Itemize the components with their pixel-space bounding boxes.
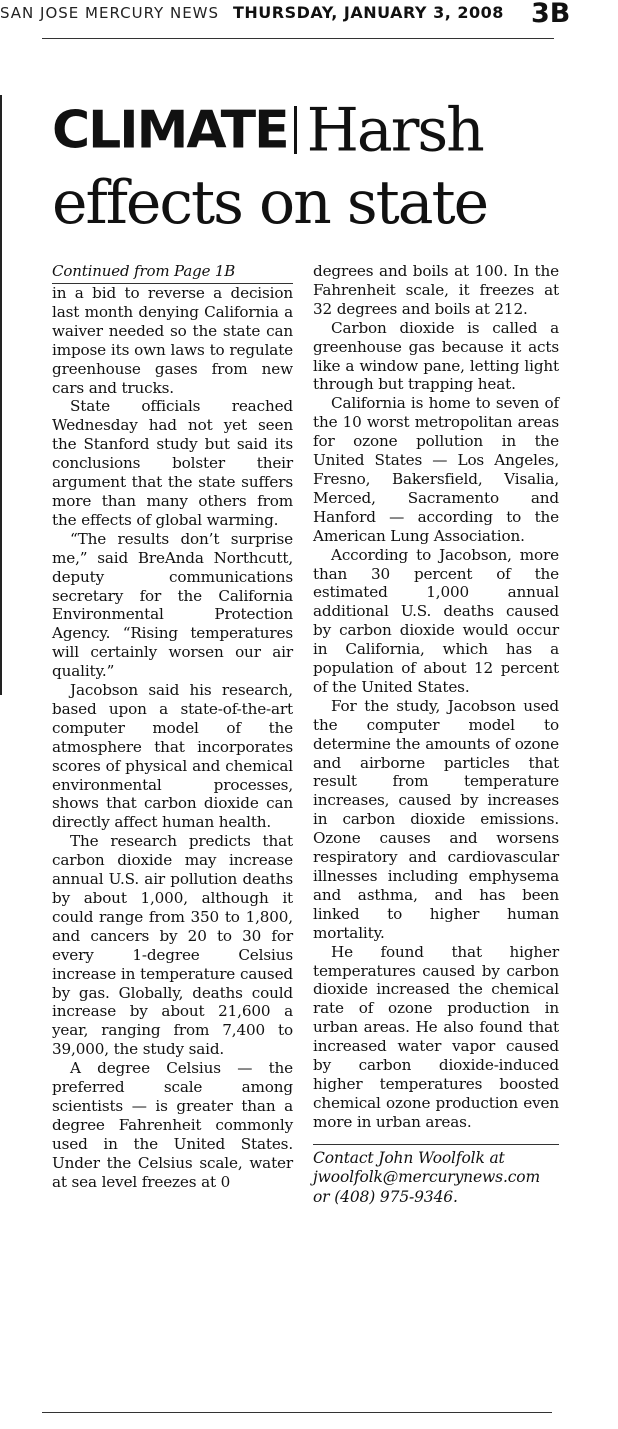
paragraph: For the study, Jacobson used the computer model to determine the amounts of ozone and airborne particles that result from temperature increases, caused by increases in carbon dioxide emissions. Ozone causes and worsens respiratory and cardiovascular illnesses including emphysema and asthma, and has been linked to higher human mortality. [313, 696, 559, 942]
paragraph: State officials reached Wednesday had not yet seen the Stanford study but said its conclusions bolster their argument that the state suffers more than many others from the effects of global warming. [52, 397, 293, 529]
paragraph: The research predicts that carbon dioxide may increase annual U.S. air pollution deaths by about 1,000, although it could range from 350 to 1,800, and cancers by 20 to 30 for every 1-degree Celsius increase in temperature caused by gas. Globally, deaths could increase by about 21,600 a year, ranging from 7,400 to 39,000, the study said. [52, 832, 293, 1059]
masthead [0, 0, 618, 40]
paragraph: degrees and boils at 100. In the Fahrenheit scale, it freezes at 32 degrees and boils at 212. [313, 262, 559, 318]
kicker-separator [294, 106, 297, 154]
headline-line-2: effects on state [52, 168, 488, 238]
contact-rule [313, 1144, 559, 1145]
paragraph: Carbon dioxide is called a greenhouse gas because it acts like a window pane, letting light through but trapping heat. [313, 318, 559, 394]
left-margin-bar [0, 95, 2, 695]
paragraph: “The results don’t surprise me,” said BreAnda Northcutt, deputy communications secretary for the California Environmental Protection Agency. “Rising temperatures will certainly worsen our air quality.” [52, 529, 293, 681]
article-column-1 [52, 261, 293, 1192]
issue-date: THURSDAY, JANUARY 3, 2008 [233, 3, 504, 22]
headline-text-1: Harsh [306, 95, 483, 166]
page-number: 3B [531, 0, 571, 29]
publication-name: SAN JOSE MERCURY NEWS [0, 4, 220, 22]
paragraph: California is home to seven of the 10 worst metropolitan areas for ozone pollution in the United States — Los Angeles, Fresno, Bakersfield, Visalia, Merced, Sacramento and Hanford — according to the American Lung Association. [313, 394, 559, 545]
paragraph: in a bid to reverse a decision last month denying California a waiver needed so the state can impose its own laws to regulate greenhouse gases from new cars and trucks. [52, 284, 293, 397]
masthead-rule [42, 38, 554, 39]
article-column-2 [313, 262, 559, 1207]
bottom-rule [42, 1412, 552, 1413]
headline-kicker: CLIMATE [52, 100, 288, 161]
headline [52, 92, 582, 238]
headline-line-1 [52, 92, 582, 168]
continued-from-label: Continued from Page 1B [52, 261, 293, 284]
paragraph: According to Jacobson, more than 30 percent of the estimated 1,000 annual additional U.S. deaths caused by carbon dioxide would occur in California, which has a population of about 12 percent of the United States. [313, 545, 559, 696]
contact-email[interactable]: jwoolfolk@mercurynews.com [313, 1168, 540, 1187]
paragraph: A degree Celsius — the preferred scale among scientists — is greater than a degree Fahrenheit commonly used in the United States. Under the Celsius scale, water at sea level freezes at 0 [52, 1059, 293, 1191]
contact-phone: or (408) 975-9346. [313, 1187, 458, 1206]
paragraph: Jacobson said his research, based upon a state-of-the-art computer model of the atmosphere that incorporates scores of physical and chemical environmental processes, shows that carbon dioxide can directly affect human health. [52, 681, 293, 832]
paragraph: He found that higher temperatures caused by carbon dioxide increased the chemical rate of ozone production in urban areas. He also found that increased water vapor caused by carbon dioxide-induced higher temperatures boosted chemical ozone production even more in urban areas. [313, 942, 559, 1131]
contact-line: Contact John Woolfolk at [313, 1148, 505, 1167]
